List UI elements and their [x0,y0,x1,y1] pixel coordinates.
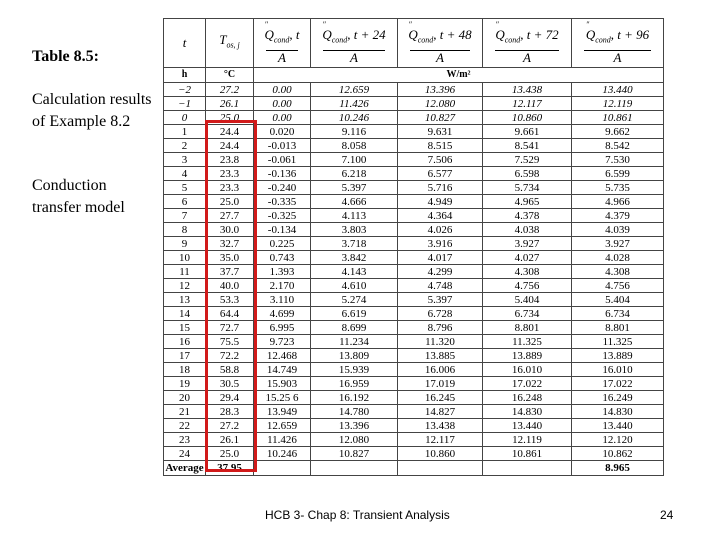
table-cell: 13.885 [398,349,483,363]
table-cell: 4.965 [483,195,572,209]
table-cell: 72.2 [206,349,254,363]
table-cell: 16.245 [398,391,483,405]
table-cell: 16.010 [572,363,664,377]
page-number: 24 [660,508,674,522]
table-cell: 25.0 [206,447,254,461]
table-cell: 4.949 [398,195,483,209]
table-cell: 6.598 [483,167,572,181]
table-cell: 35.0 [206,251,254,265]
table-cell: 12.468 [254,349,311,363]
table-cell: 13 [164,293,206,307]
table-cell: −2 [164,83,206,97]
table-cell: 4.379 [572,209,664,223]
table-cell: 13.396 [398,83,483,97]
table-cell: 5.734 [483,181,572,195]
table-cell: 4.666 [311,195,398,209]
table-cell: 16.192 [311,391,398,405]
table-cell: 5.404 [572,293,664,307]
table-cell: 4.610 [311,279,398,293]
table-cell: 12.080 [398,97,483,111]
table-cell: -0.335 [254,195,311,209]
table-cell: 7 [164,209,206,223]
table-cell: 27.2 [206,419,254,433]
table-cell: 5.404 [483,293,572,307]
table-cell: 4.756 [572,279,664,293]
table-cell: 10.861 [483,447,572,461]
table-cell: 12.119 [572,97,664,111]
table-cell: 24.4 [206,125,254,139]
table-cell: 11.234 [311,335,398,349]
table-cell: 10.860 [483,111,572,125]
table-cell: 16.006 [398,363,483,377]
table-cell: -0.061 [254,153,311,167]
table-cell: 3.927 [572,237,664,251]
table-cell: 29.4 [206,391,254,405]
table-cell: 40.0 [206,279,254,293]
table-cell: 23.3 [206,181,254,195]
table-cell: 17.022 [483,377,572,391]
table-cell: 3.803 [311,223,398,237]
table-cell: 4.748 [398,279,483,293]
header-t: t [164,19,206,68]
table-cell: 16.010 [483,363,572,377]
table-cell: 15.939 [311,363,398,377]
header-q-col [483,19,572,68]
empty-cell [254,461,311,476]
table-cell: 13.438 [398,419,483,433]
table-cell: 0 [164,111,206,125]
table-cell: 1.393 [254,265,311,279]
table-cell: 8.541 [483,139,572,153]
table-cell: -0.134 [254,223,311,237]
table-cell: 8.515 [398,139,483,153]
table-caption-title: Table 8.5: [32,48,99,65]
table-cell: 9 [164,237,206,251]
table-row [164,83,664,97]
table-cell: −1 [164,97,206,111]
table-cell: 0.00 [254,97,311,111]
table-cell: 13.889 [572,349,664,363]
table-cell: 3.110 [254,293,311,307]
table-cell: 3.927 [483,237,572,251]
table-cell: 6.734 [572,307,664,321]
table-cell: 6.728 [398,307,483,321]
table-cell: 10.861 [572,111,664,125]
table-cell: 22 [164,419,206,433]
table-cell: 2.170 [254,279,311,293]
table-cell: 24 [164,447,206,461]
table-cell: 4.143 [311,265,398,279]
area-denominator: A [266,50,298,64]
table-cell: 23 [164,433,206,447]
table-cell: 12.117 [483,97,572,111]
table-cell: 12.119 [483,433,572,447]
q-dot-symbol: ″ $Q_{cond}$, t + 96 [585,20,650,45]
table-cell: 12.080 [311,433,398,447]
table-cell: 17.022 [572,377,664,391]
table-cell: 6.577 [398,167,483,181]
table-cell: 6.599 [572,167,664,181]
table-cell: 11.325 [483,335,572,349]
table-caption-model: Conduction transfer model [32,177,125,216]
table-cell: 11.325 [572,335,664,349]
table-cell: 12 [164,279,206,293]
table-cell: 3 [164,153,206,167]
table-cell: 0.225 [254,237,311,251]
table-cell: 4.308 [572,265,664,279]
unit-h: h [164,68,206,83]
table-cell: 14.830 [572,405,664,419]
header-q-col [572,19,664,68]
table-cell: 72.7 [206,321,254,335]
area-denominator: A [495,50,559,64]
table-cell: -0.136 [254,167,311,181]
table-cell: 16 [164,335,206,349]
table-cell: 13.889 [483,349,572,363]
table-cell: 14.749 [254,363,311,377]
table-cell: 6.619 [311,307,398,321]
table-cell: 0.00 [254,111,311,125]
table-cell: 4.756 [483,279,572,293]
table-cell: 19 [164,377,206,391]
table-cell: 4.039 [572,223,664,237]
area-denominator: A [410,50,470,64]
area-denominator: A [323,50,385,64]
table-cell: 25.0 [206,195,254,209]
table-cell: 37.7 [206,265,254,279]
unit-degc: °C [206,68,254,83]
empty-cell [311,461,398,476]
table-cell: 4.017 [398,251,483,265]
table-cell: 13.440 [572,83,664,97]
table-cell: 17 [164,349,206,363]
table-cell: 5.397 [311,181,398,195]
table-cell: 13.438 [483,83,572,97]
table-cell: 11.426 [311,97,398,111]
table-cell: 6.734 [483,307,572,321]
table-cell: 9.723 [254,335,311,349]
table-cell: 15.903 [254,377,311,391]
table-cell: 14.780 [311,405,398,419]
table-cell: 14.830 [483,405,572,419]
table-cell: 4 [164,167,206,181]
table-cell: 4.378 [483,209,572,223]
table-cell: 0.020 [254,125,311,139]
table-cell: 9.116 [311,125,398,139]
q-dot-symbol: ″ $Q_{cond}$, t + 48 [408,20,472,45]
table-cell: 12.120 [572,433,664,447]
table-cell: 5.397 [398,293,483,307]
table-cell: 27.2 [206,83,254,97]
table-cell: 20 [164,391,206,405]
table-cell: 17.019 [398,377,483,391]
table-cell: 10.246 [254,447,311,461]
table-cell: 4.308 [483,265,572,279]
q-dot-symbol: ″ $Q_{cond}$, t + 24 [322,20,386,45]
header-row [164,19,664,68]
table-cell: 9.661 [483,125,572,139]
table-cell: 14 [164,307,206,321]
empty-cell [398,461,483,476]
table-cell: 8.058 [311,139,398,153]
table-cell: 13.396 [311,419,398,433]
table-cell: -0.240 [254,181,311,195]
area-denominator: A [584,50,651,64]
table-cell: 3.718 [311,237,398,251]
table-cell: 0.743 [254,251,311,265]
table-cell: 3.842 [311,251,398,265]
table-cell: 18 [164,363,206,377]
table-cell: 6 [164,195,206,209]
table-cell: 11 [164,265,206,279]
table-cell: 7.100 [311,153,398,167]
table-cell: 23.3 [206,167,254,181]
table-cell: 7.506 [398,153,483,167]
table-cell: 10.862 [572,447,664,461]
table-cell: 21 [164,405,206,419]
q-dot-symbol: ″ $Q_{cond}$, t [264,20,300,45]
table-cell: 8.699 [311,321,398,335]
empty-cell [483,461,572,476]
table-cell: 10.860 [398,447,483,461]
table-cell: 23.8 [206,153,254,167]
table-cell: 6.218 [311,167,398,181]
table-cell: 5 [164,181,206,195]
q-dot-symbol: ″ $Q_{cond}$, t + 72 [495,20,559,45]
average-tos: 37.95 [206,461,254,476]
table-cell: 10.827 [311,447,398,461]
table-cell: 12.659 [254,419,311,433]
table-cell: 27.7 [206,209,254,223]
table-cell: 9.662 [572,125,664,139]
table-cell: 15 [164,321,206,335]
table-cell: 25.0 [206,111,254,125]
table-cell: 30.5 [206,377,254,391]
table-cell: 7.529 [483,153,572,167]
units-row [164,68,664,83]
table-cell: 15.25 6 [254,391,311,405]
table-cell: 12.659 [311,83,398,97]
table-cell: 13.440 [483,419,572,433]
table-cell: 4.299 [398,265,483,279]
table-cell: 5.735 [572,181,664,195]
table-cell: 16.249 [572,391,664,405]
table-cell: 26.1 [206,433,254,447]
table-cell: 5.716 [398,181,483,195]
table-cell: 14.827 [398,405,483,419]
table-cell: 75.5 [206,335,254,349]
table-cell: 24.4 [206,139,254,153]
table-cell: 3.916 [398,237,483,251]
average-label: Average [165,462,204,474]
table-cell: 12.117 [398,433,483,447]
table-cell: 8.796 [398,321,483,335]
table-cell: 58.8 [206,363,254,377]
table-cell: 16.248 [483,391,572,405]
table-cell: 9.631 [398,125,483,139]
table-cell: 26.1 [206,97,254,111]
table-cell: 30.0 [206,223,254,237]
highlight-box [205,120,257,472]
table-cell: 8 [164,223,206,237]
table-cell: 64.4 [206,307,254,321]
table-cell: 8.801 [483,321,572,335]
table-cell: 4.028 [572,251,664,265]
table-cell: 1 [164,125,206,139]
table-cell: 4.038 [483,223,572,237]
table-cell: 4.966 [572,195,664,209]
table-row [164,97,664,111]
header-q-col [398,19,483,68]
table-cell: 10.246 [311,111,398,125]
table-cell: 13.440 [572,419,664,433]
table-cell: 6.995 [254,321,311,335]
average-last: 8.965 [572,461,664,476]
table-cell: 11.320 [398,335,483,349]
header-q-col [311,19,398,68]
table-cell: 13.949 [254,405,311,419]
table-cell: 13.809 [311,349,398,363]
header-q-col [254,19,311,68]
table-cell: 0.00 [254,83,311,97]
table-cell: 4.113 [311,209,398,223]
table-cell: 4.026 [398,223,483,237]
unit-wm2: W/m² [254,68,664,83]
table-cell: 28.3 [206,405,254,419]
header-tos: $T_{os, j}$ [206,19,254,68]
table-cell: 32.7 [206,237,254,251]
table-cell: 2 [164,139,206,153]
table-caption-subtitle: Calculation results of Example 8.2 [32,91,152,130]
footer-text: HCB 3- Chap 8: Transient Analysis [265,508,450,522]
table-cell: 8.801 [572,321,664,335]
table-cell: 16.959 [311,377,398,391]
table-cell: 5.274 [311,293,398,307]
table-cell: 8.542 [572,139,664,153]
table-cell: 11.426 [254,433,311,447]
table-cell: 53.3 [206,293,254,307]
table-cell: 10.827 [398,111,483,125]
table-cell: 7.530 [572,153,664,167]
table-cell: 10 [164,251,206,265]
table-cell: -0.013 [254,139,311,153]
table-cell: -0.325 [254,209,311,223]
table-cell: 4.027 [483,251,572,265]
table-cell: 4.364 [398,209,483,223]
table-cell: 4.699 [254,307,311,321]
